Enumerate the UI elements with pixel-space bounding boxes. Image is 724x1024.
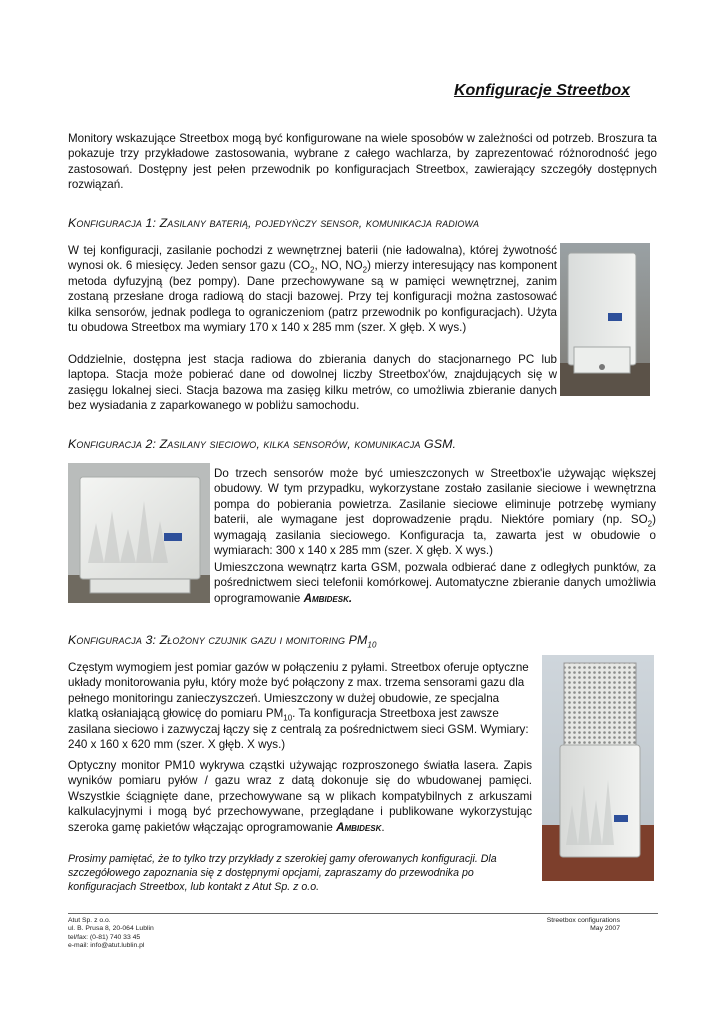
config3-paragraph-2 bbox=[68, 758, 532, 835]
config1-heading bbox=[68, 216, 668, 230]
footer-divider bbox=[68, 913, 658, 914]
config3-p2-end: . bbox=[381, 820, 385, 834]
config2-p1-part-a: Do trzech sensorów może być umieszczonych w Streetbox'ie używając większej obudowy. W tym przypadku, wykorzystane zostało zasilanie sieciowe i wewnętrzna pompa do pobierania powietrza. Zasilanie sieciowe eliminuje potrzebę wymiany baterii, ale wymagane jest doprowadzenie prądu. Niektóre pomiary (np. SO bbox=[214, 467, 656, 527]
config1-p1-sub-2: 2 bbox=[362, 265, 368, 275]
config3-heading-text: Konfiguracja 3: Złożony czujnik gazu i monitoring PM bbox=[68, 633, 368, 647]
config2-p1-part-b: ) wymagają zasilania sieciowego. Konfiguracja ta, zawarta jest w obudowie o wymiarach: 300 x 140 x 285 mm (szer. X głęb. X wys.) bbox=[214, 513, 656, 558]
footer-phone: tel/fax: (0-81) 740 33 45 bbox=[68, 933, 141, 941]
config3-p1-part-a: Częstym wymogiem jest pomiar gazów w połączeniu z pyłami. Streetbox oferuje optyczne układy monitorowania pyłu, który może być połączony z max. trzema sensorami gazu dla pełnego monitoringu zanieczyszczeń. Umieszczony w dużej obudowie, ze specjalna klatką osłaniającą głowicę do pomiaru PM bbox=[68, 661, 529, 721]
config3-p2-text: Optyczny monitor PM10 wykrywa cząstki używając rozproszonego światła lasera. Zapis wyników pomiaru pyłów / gazu wraz z datą dokonuje się do wbudowanej pamięci. Wszystkie ściągnięte dane, przechowywane są w plikach kompatybilnych z arkuszami kalkulacyjnymi i mogą być przechowywane, przeglądane i publikowane wykorzystując szeroka gamę pakietów włączając oprogramowanie bbox=[68, 759, 532, 834]
config2-p1-sub: 2 bbox=[647, 519, 653, 529]
config2-paragraph-1 bbox=[214, 466, 656, 558]
config1-p1-sub-1: 2 bbox=[310, 265, 315, 275]
config1-p1-part-a: W tej konfiguracji, zasilanie pochodzi z wewnętrznej baterii (nie ładowalna), której żywotność wynosi ok. 6 miesięcy. Jeden sensor gazu (CO bbox=[68, 244, 557, 273]
config3-paragraph-1 bbox=[68, 660, 532, 752]
config3-heading-sub: 10 bbox=[367, 640, 377, 650]
wide-streetbox-image bbox=[68, 463, 210, 603]
tall-streetbox-image bbox=[542, 655, 654, 881]
photo-tall-streetbox bbox=[542, 655, 654, 881]
config1-paragraph-2: Oddzielnie, dostępna jest stacja radiowa do zbierania danych do stacjonarnego PC lub laptopa. Stacja może pobierać dane od dowolnej liczby Streetbox'ów, znajdujących się w zasięgu lokalnej sieci. Stacja bazowa ma zasięg kilku metrów, co umożliwia zbieranie danych bez wysiadania z zaparkowanego w pobliżu samochodu. bbox=[68, 353, 557, 413]
footer-company: Atut Sp. z o.o. bbox=[68, 917, 111, 924]
footer-doc-info bbox=[480, 917, 620, 934]
footer-address: ul. B. Prusa 8, 20-064 Lublin bbox=[68, 925, 154, 933]
photo-small-streetbox bbox=[560, 243, 650, 396]
config2-p2-text: Umieszczona wewnątrz karta GSM, pozwala odbierać dane z odległych punktów, za pośrednictwem sieci telefonii komórkowej. Automatyczne zbieranie danych umożliwia oprogramowanie bbox=[214, 561, 656, 605]
page-title: Konfiguracje Streetbox bbox=[453, 82, 630, 99]
config1-paragraph-1 bbox=[68, 243, 557, 335]
config1-heading-text: Konfiguracja 1: Zasilany baterią, pojedyńczy sensor, komunikacja radiowa bbox=[68, 216, 480, 230]
small-streetbox-image bbox=[560, 243, 650, 396]
photo-wide-streetbox bbox=[68, 463, 210, 603]
config3-p1-part-b: . Ta konfiguracja Streetboxa jest zawsze zasilana sieciowo i zazwyczaj łączy się z centralą za pośrednictwem sieci GSM. Wymiary: 240 x 160 x 620 mm (szer. X głęb. X wys.) bbox=[68, 707, 529, 752]
ambidesk-brand-1: Ambidesk. bbox=[303, 591, 353, 605]
intro-paragraph: Monitory wskazujące Streetbox mogą być konfigurowane na wiele sposobów w zależności od potrzeb. Broszura ta pokazuje trzy przykładowe zastosowania, wybrane z całego wachlarza, by zaprezentować różnorodność jego zastosowań. Dostępny jest pełen przewodnik po konfiguracjach Streetbox, zawierający szczegóły dostępnych rozwiązań. bbox=[68, 132, 657, 192]
ambidesk-brand-2: Ambidesk bbox=[336, 820, 382, 834]
footer-email[interactable]: e-mail: info@atut.lublin.pl bbox=[68, 942, 145, 950]
footer-contact bbox=[68, 917, 288, 951]
config3-p1-sub: 10 bbox=[283, 713, 293, 723]
config2-paragraph-2 bbox=[214, 560, 656, 606]
footer-date: May 2007 bbox=[590, 925, 620, 933]
config2-heading bbox=[68, 437, 668, 451]
config2-heading-text: Konfiguracja 2: Zasilany sieciowo, kilka sensorów, komunikacja GSM. bbox=[68, 437, 457, 451]
config1-p1-part-c: ) mierzy interesujący nas komponent metoda dyfuzyjną (bez pompy). Dane przechowywane są w pamięci wewnętrznej, zanim zostaną przesłane droga radiową do stacji bazowej. Przy tej konfiguracji można zastosować kilka sensorów, jednak podlega to ograniczeniom (patrz przewodnik po konfiguracjach). Użyta tu obudowa Streetbox ma wymiary 170 x 140 x 285 mm (szer. X głęb. X wys.) bbox=[68, 259, 557, 335]
closing-note: Prosimy pamiętać, że to tylko trzy przykłady z szerokiej gamy oferowanych konfiguracji. Dla szczegółowego zapoznania się z dostępnymi opcjami, zapraszamy do przewodnika po konfiguracjach Streetbox, lub kontakt z Atut Sp. z o.o. bbox=[68, 853, 497, 893]
footer-doc-title: Streetbox configurations bbox=[546, 917, 620, 924]
config3-heading bbox=[68, 633, 668, 650]
config1-p1-part-b: , NO, NO bbox=[314, 259, 363, 273]
